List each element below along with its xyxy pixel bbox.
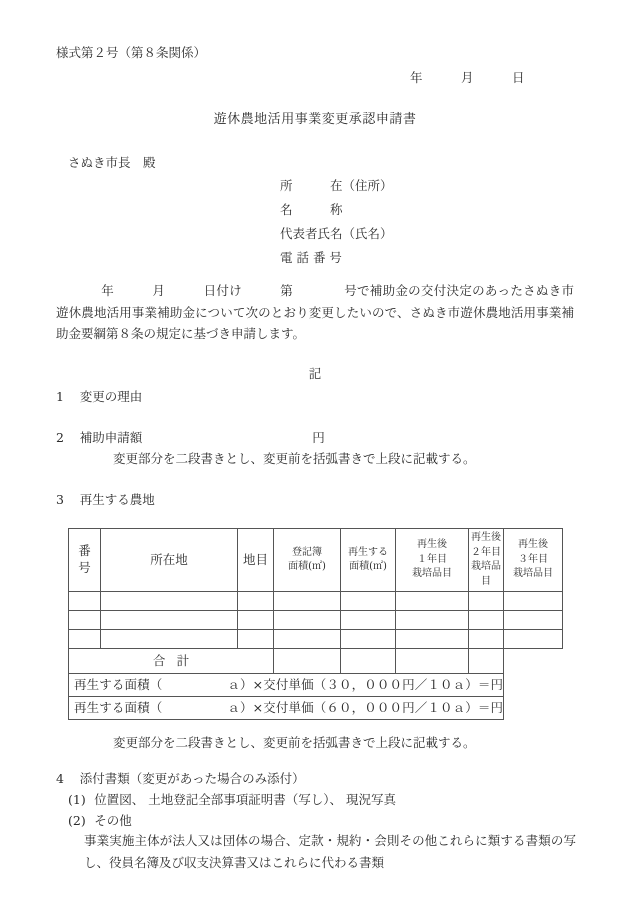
table-calc-row-2 — [69, 697, 563, 720]
attachment-2-text: その他 — [94, 813, 132, 828]
farmland-table — [68, 528, 563, 720]
calc-1-formula: ａ）×交付単価（３０，０００円／１０ａ）＝ — [227, 677, 491, 693]
cell-year3[interactable] — [504, 611, 563, 630]
addressee-label: さぬき市長 殿 — [68, 155, 156, 170]
cell-location[interactable] — [101, 592, 238, 611]
cell-land-category[interactable] — [238, 592, 274, 611]
total-year3[interactable] — [469, 649, 504, 674]
header-year3-line1: 再生後 — [518, 539, 548, 551]
header-registered-area-line1: 登記簿 — [292, 546, 323, 558]
calc-2-prefix: 再生する面積（ — [74, 700, 163, 716]
section-4-label: 添付書類（変更があった場合のみ添付） — [79, 771, 305, 786]
table-row — [69, 592, 563, 611]
total-label: 合計 — [152, 653, 201, 669]
total-label-cell — [69, 649, 274, 674]
table-total-row — [69, 649, 563, 674]
header-year1 — [396, 529, 469, 592]
header-land-category: 地目 — [238, 529, 274, 592]
calc-2-formula: ａ）×交付単価（６０，０００円／１０ａ）＝ — [227, 700, 491, 716]
cell-year2[interactable] — [469, 630, 504, 649]
table-row — [69, 630, 563, 649]
tail-paragraph: 事業実施主体が法人又は団体の場合、定款・規約・会則その他これらに類する書類の写し、役員名簿及び収支決算書又はこれらに代わる書類 — [84, 833, 576, 870]
header-year2-line3: 栽培品目 — [471, 561, 502, 587]
header-year3-line3: 栽培品目 — [513, 568, 553, 580]
header-year2-line2: ２年目 — [471, 546, 502, 558]
cell-registered-area[interactable] — [274, 611, 341, 630]
calc-2-unit: 円 — [490, 700, 504, 716]
calc-row-1 — [69, 674, 504, 697]
section-2-number: 2 — [56, 430, 64, 445]
section-3-label: 再生する農地 — [79, 492, 155, 507]
table-row — [69, 611, 563, 630]
header-registered-area — [274, 529, 341, 592]
cell-location[interactable] — [101, 630, 238, 649]
form-number: 様式第２号（第８条関係） — [56, 45, 207, 60]
section-item-4 — [56, 769, 305, 788]
cell-year1[interactable] — [396, 630, 469, 649]
cell-registered-area[interactable] — [274, 592, 341, 611]
applicant-address-label: 所 在（住所） — [280, 178, 393, 193]
applicant-phone-label: 電 話 番 号 — [280, 249, 342, 265]
calc-1-unit: 円 — [490, 677, 504, 693]
table-header-row — [69, 529, 563, 592]
cell-year2[interactable] — [469, 592, 504, 611]
cell-number[interactable] — [69, 592, 101, 611]
header-year3 — [504, 529, 563, 592]
section-2-label: 補助申請額 — [79, 430, 143, 445]
body-paragraph — [56, 280, 574, 345]
section-2-unit: 円 — [312, 430, 325, 445]
header-year2-line1: 再生後 — [471, 532, 502, 543]
calc-1-prefix: 再生する面積（ — [74, 677, 163, 693]
cell-year2[interactable] — [469, 611, 504, 630]
applicant-name-label: 名 称 — [280, 201, 343, 217]
total-year2[interactable] — [396, 649, 469, 674]
table-calc-row-1 — [69, 674, 563, 697]
header-restored-area-line1: 再生する — [348, 546, 389, 558]
cell-restored-area[interactable] — [341, 592, 396, 611]
total-year1[interactable] — [341, 649, 396, 674]
cell-land-category[interactable] — [238, 611, 274, 630]
header-location: 所在地 — [101, 529, 238, 592]
header-number-line2: 号 — [78, 560, 91, 575]
header-year3-line2: ３年目 — [518, 553, 548, 565]
cell-number[interactable] — [69, 611, 101, 630]
amount-note: 変更部分を二段書きとし、変更前を括弧書きで上段に記載する。 — [113, 451, 476, 466]
attachment-item-2 — [68, 811, 132, 830]
total-restored-area[interactable] — [274, 649, 341, 674]
attachment-item-1 — [68, 790, 396, 809]
section-item-2 — [56, 428, 325, 447]
applicant-representative-label: 代表者氏名（氏名） — [280, 225, 393, 241]
cell-year3[interactable] — [504, 592, 563, 611]
section-4-number: 4 — [56, 771, 64, 786]
attachment-2-marker: (2) — [68, 813, 86, 828]
section-item-3 — [56, 490, 155, 509]
cell-year1[interactable] — [396, 611, 469, 630]
header-restored-area-line2: 面積(㎡) — [349, 561, 387, 572]
cell-registered-area[interactable] — [274, 630, 341, 649]
header-number — [69, 529, 101, 592]
cell-number[interactable] — [69, 630, 101, 649]
ki-marker: 記 — [308, 366, 322, 381]
cell-year1[interactable] — [396, 592, 469, 611]
section-1-number: 1 — [56, 389, 64, 404]
section-3-number: 3 — [56, 492, 64, 507]
header-year2 — [469, 529, 504, 592]
date-line: 年 月 日 — [410, 70, 525, 85]
attachment-1-marker: (1) — [68, 792, 86, 807]
section-1-label: 変更の理由 — [79, 389, 143, 404]
attachment-1-text: 位置図、 土地登記全部事項証明書（写し）、 現況写真 — [94, 792, 396, 807]
calc-row-2 — [69, 697, 504, 720]
header-year1-line3: 栽培品目 — [412, 568, 453, 580]
body-paragraph-text: 年 月 日付け 第 号で補助金の交付決定のあったさぬき市遊休農地活用事業補助金について次のとおり変更したいので、さぬき市遊休農地活用事業補助金要綱第８条の規定に基づき申請します。 — [56, 283, 574, 341]
header-registered-area-line2: 面積(㎡) — [288, 561, 326, 572]
cell-restored-area[interactable] — [341, 611, 396, 630]
table-note: 変更部分を二段書きとし、変更前を括弧書きで上段に記載する。 — [113, 735, 476, 750]
cell-restored-area[interactable] — [341, 630, 396, 649]
cell-year3[interactable] — [504, 630, 563, 649]
cell-location[interactable] — [101, 611, 238, 630]
section-item-1 — [56, 387, 142, 406]
header-number-line1: 番 — [78, 543, 91, 559]
document-title: 遊休農地活用事業変更承認申請書 — [213, 112, 417, 127]
header-year1-line2: １年目 — [417, 553, 448, 565]
cell-land-category[interactable] — [238, 630, 274, 649]
applicant-block — [280, 176, 393, 272]
header-year1-line1: 再生後 — [417, 539, 448, 551]
header-restored-area — [341, 529, 396, 592]
